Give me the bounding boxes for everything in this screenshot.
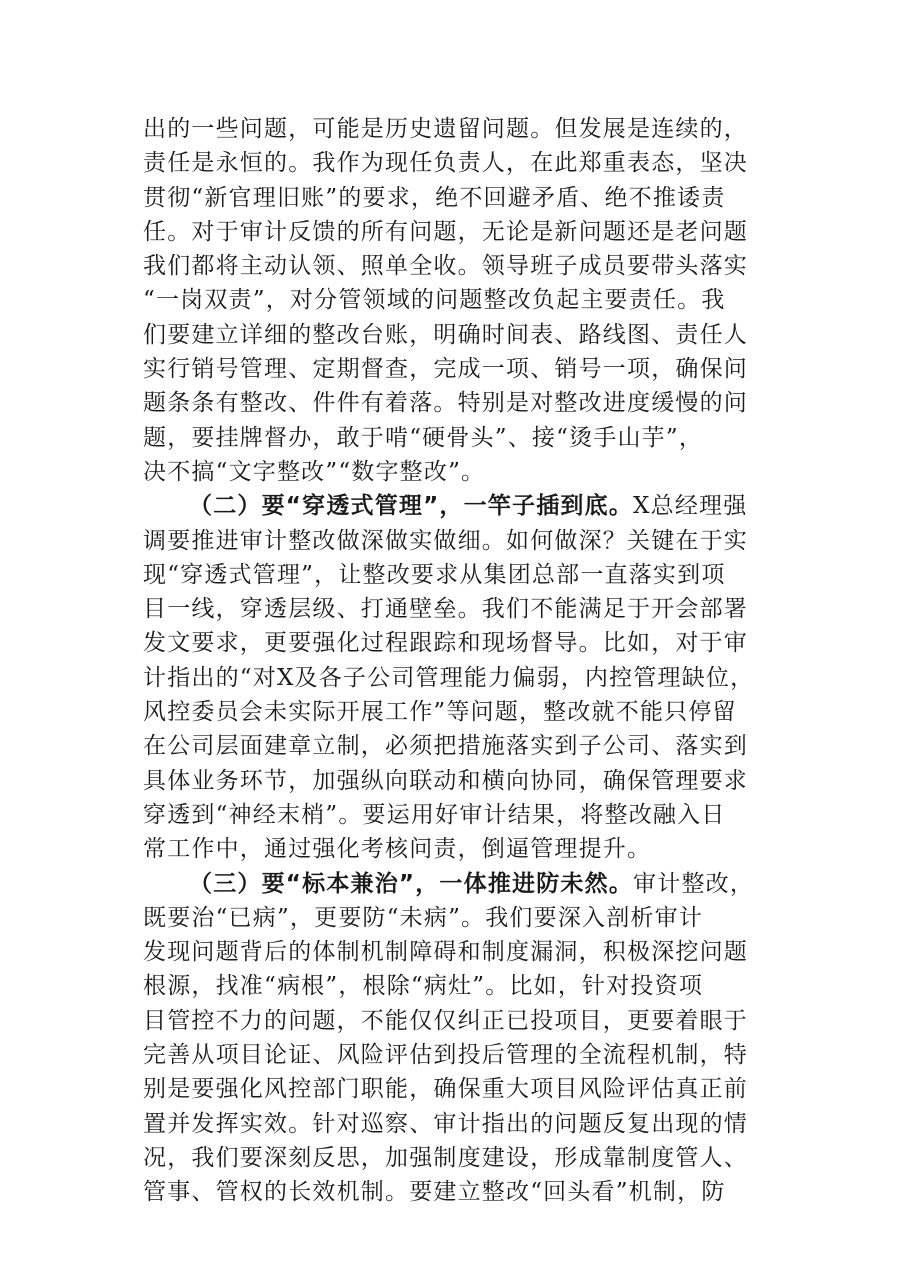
section-heading: （三）要“标本兼治”，一体推进防未然。: [189, 870, 634, 897]
text-line: 实行销号管理、定期督查，完成一项、销号一项，确保问: [143, 356, 748, 383]
text-line: 决不搞“文字整改”“数字整改”。: [143, 458, 486, 485]
text-line: 具体业务环节，加强纵向联动和横向协同，确保管理要求: [143, 767, 748, 794]
section-heading-line: [143, 867, 783, 901]
text-line: 计指出的“对X及各子公司管理能力偏弱，内控管理缺位，: [143, 664, 755, 691]
text-line: 管事、管权的长效机制。要建立整改“回头看”机制，防: [143, 1179, 726, 1206]
text-line: 置并发挥实效。针对巡察、审计指出的问题反复出现的情: [143, 1110, 748, 1137]
text-line: 既要治“已病”，更要防“未病”。我们要深入剖析审计: [143, 904, 704, 931]
text-line: 责任是永恒的。我作为现任负责人，在此郑重表态，坚决: [143, 150, 748, 177]
text-line: 题条条有整改、件件有着落。特别是对整改进度缓慢的问: [143, 390, 748, 417]
text-line: 在公司层面建章立制，必须把措施落实到子公司、落实到: [143, 733, 748, 760]
text-line: 题，要挂牌督办，敢于啃“硬骨头”、接“烫手山芋”，: [143, 424, 704, 451]
paragraph-section-2: [143, 489, 783, 866]
section-heading-line: [143, 489, 783, 523]
text-line: 常工作中，通过强化考核问责，倒逼管理提升。: [143, 836, 652, 863]
document-body: [143, 112, 783, 1210]
text-line: “一岗双责”，对分管领域的问题整改负起主要责任。我: [143, 287, 726, 314]
text-line: 任。对于审计反馈的所有问题，无论是新问题还是老问题: [143, 218, 748, 245]
text-line: 现“穿透式管理”，让整改要求从集团总部一直落实到项: [143, 561, 726, 588]
text-line: 我们都将主动认领、照单全收。领导班子成员要带头落实: [143, 253, 748, 280]
text-line: 穿透到“神经末梢”。要运用好审计结果，将整改融入日: [143, 801, 726, 828]
text-run: 审计整改，: [633, 870, 755, 897]
text-line: 目管控不力的问题，不能仅仅纠正已投项目，更要着眼于: [143, 1007, 748, 1034]
text-line: 根源，找准“病根”，根除“病灶”。比如，针对投资项: [143, 973, 704, 1000]
text-line: 发现问题背后的体制机制障碍和制度漏洞，积极深挖问题: [143, 939, 748, 966]
text-line: 调要推进审计整改做深做实做细。如何做深？关键在于实: [143, 527, 748, 554]
text-line: 出的一些问题，可能是历史遗留问题。但发展是连续的，: [143, 116, 748, 142]
text-line: 目一线，穿透层级、打通壁垒。我们不能满足于开会部署: [143, 596, 748, 623]
text-line: 别是要强化风控部门职能，确保重大项目风险评估真正前: [143, 1076, 748, 1103]
text-run: X总经理强: [633, 493, 748, 520]
text-line: 贯彻“新官理旧账”的要求，绝不回避矛盾、绝不推诿责: [143, 184, 726, 211]
paragraph-section-3: [143, 867, 783, 1210]
text-line: 况，我们要深刻反思，加强制度建设，形成靠制度管人、: [143, 1144, 748, 1171]
text-line: 风控委员会未实际开展工作”等问题，整改就不能只停留: [143, 699, 737, 726]
text-line: 们要建立详细的整改台账，明确时间表、路线图、责任人: [143, 321, 748, 348]
text-line: 发文要求，更要强化过程跟踪和现场督导。比如，对于审: [143, 630, 748, 657]
paragraph-continuation: [143, 112, 783, 489]
text-line: 完善从项目论证、风险评估到投后管理的全流程机制，特: [143, 1042, 748, 1069]
section-heading: （二）要“穿透式管理”，一竿子插到底。: [189, 493, 634, 520]
